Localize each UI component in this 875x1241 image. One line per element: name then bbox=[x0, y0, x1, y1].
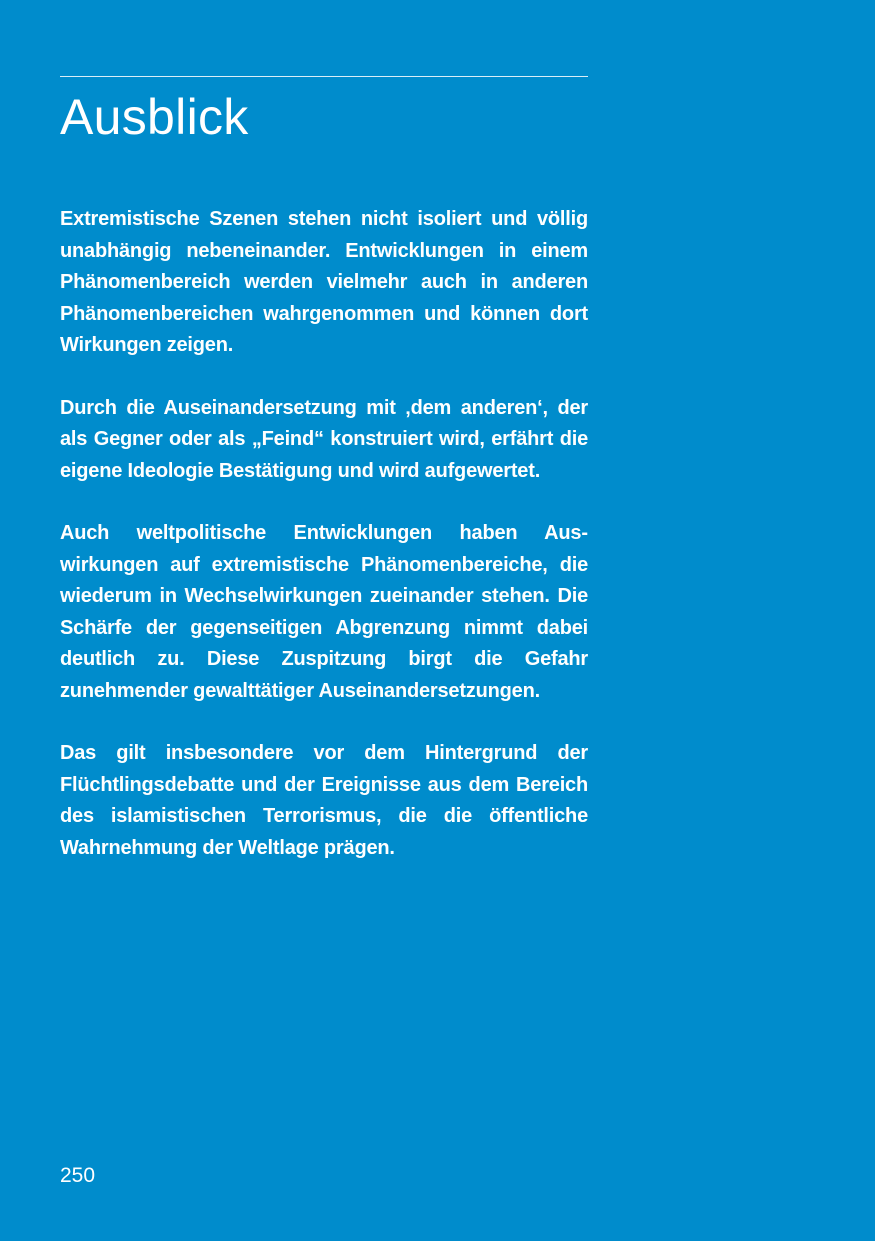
page-number: 250 bbox=[60, 1164, 96, 1187]
paragraph-1: Extremistische Szenen stehen nicht isoliert und völlig unabhängig nebeneinander. Entwicklungen in einem Phänomenbereich werden vielmehr auch in anderen Phänomenbereichen wahrgenommen und können dort Wirkungen zeigen. bbox=[60, 208, 588, 356]
paragraph-4: Das gilt insbesondere vor dem Hintergrund der Flüchtlingsdebatte und der Ereignisse aus dem Bereich des islamistischen Terrorismus, die die öffentliche Wahrnehmung der Weltlage prägen. bbox=[60, 742, 588, 859]
page-title: Ausblick bbox=[60, 89, 249, 145]
title-rule bbox=[60, 76, 588, 77]
text-column bbox=[60, 76, 588, 895]
paragraph-2: Durch die Auseinandersetzung mit ‚dem anderen‘, der als Gegner oder als „Feind“ konstruiert wird, erfährt die eigene Ideologie Bestätigung und wird aufgewertet. bbox=[60, 396, 588, 482]
paragraph-3: Auch weltpolitische Entwicklungen haben Auswirkungen auf extremistische Phänomenbereiche, die wiederum in Wechselwirkungen zueinander stehen. Die Schärfe der gegenseitigen Abgrenzung nimmt dabei deutlich zu. Diese Zuspitzung birgt die Gefahr zunehmender gewalttätiger Auseinandersetzungen. bbox=[60, 522, 588, 702]
body-text bbox=[60, 204, 588, 864]
